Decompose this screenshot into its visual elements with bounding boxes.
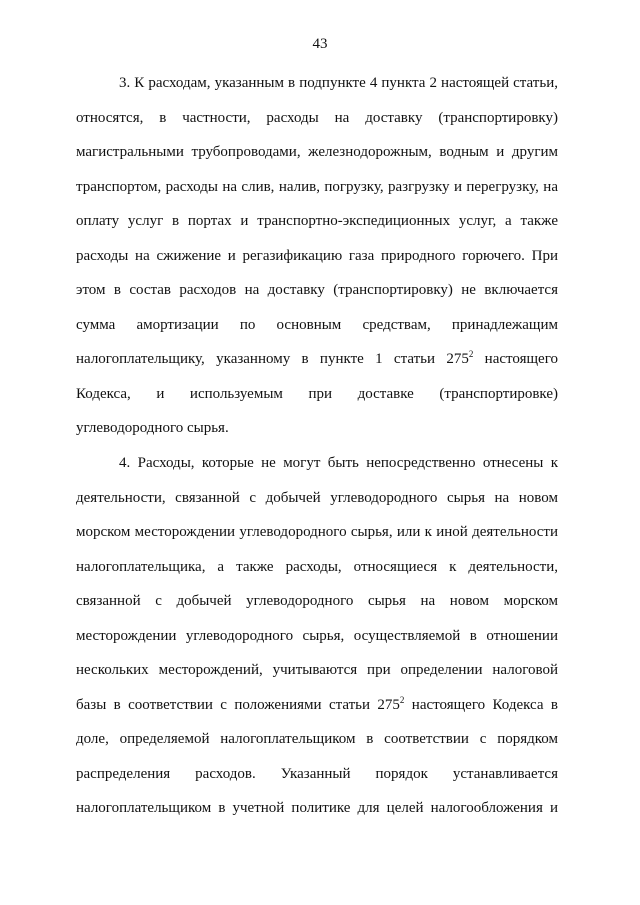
paragraph-3-line-9-text: налогоплательщику, указанному в пункте 1 статьи 275 [76, 351, 469, 367]
paragraph-4-line-3: морском месторождении углеводородного сырья, или к иной деятельности [76, 524, 558, 540]
paragraph-3-line-10: Кодекса, и используемым при доставке (транспортировке) [76, 386, 558, 402]
paragraph-3-line-7: этом в состав расходов на доставку (транспортировку) не включается [76, 282, 558, 298]
paragraph-4-line-7: нескольких месторождений, учитываются при определении налоговой [76, 662, 558, 678]
paragraph-4-line-8 [76, 694, 558, 716]
paragraph-4-line-5: связанной с добычей углеводородного сырья на новом морском [76, 593, 558, 609]
paragraph-4-line-10: распределения расходов. Указанный порядок устанавливается [76, 766, 558, 782]
paragraph-3-line-3: магистральными трубопроводами, железнодорожным, водным и другим [76, 144, 558, 160]
paragraph-3-line-4: транспортом, расходы на слив, налив, погрузку, разгрузку и перегрузку, на [76, 179, 558, 195]
paragraph-4-line-4: налогоплательщика, а также расходы, относящиеся к деятельности, [76, 559, 558, 575]
paragraph-3-line-9 [76, 348, 558, 370]
paragraph-4-line-2: деятельности, связанной с добычей углеводородного сырья на новом [76, 490, 558, 506]
paragraph-3-line-6: расходы на сжижение и регазификацию газа природного горючего. При [76, 248, 558, 264]
paragraph-3-line-9-tail: настоящего [473, 351, 558, 367]
paragraph-3-line-8: сумма амортизации по основным средствам, принадлежащим [76, 317, 558, 333]
paragraph-3-line-1: 3. К расходам, указанным в подпункте 4 пункта 2 настоящей статьи, [119, 75, 558, 91]
paragraph-4-line-1: 4. Расходы, которые не могут быть непосредственно отнесены к [119, 455, 558, 471]
superscript: 2 [399, 695, 405, 705]
paragraph-3-line-2: относятся, в частности, расходы на доставку (транспортировку) [76, 110, 558, 126]
paragraph-4-line-8-tail: настоящего Кодекса в [404, 697, 558, 713]
paragraph-4-line-6: месторождении углеводородного сырья, осуществляемой в отношении [76, 628, 558, 644]
page-number: 43 [312, 36, 328, 52]
paragraph-3-line-5: оплату услуг в портах и транспортно-экспедиционных услуг, а также [76, 213, 558, 229]
paragraph-4-line-11: налогоплательщиком в учетной политике для целей налогообложения и [76, 800, 558, 816]
paragraph-3-line-11: углеводородного сырья. [76, 420, 229, 436]
paragraph-4-line-9: доле, определяемой налогоплательщиком в соответствии с порядком [76, 731, 558, 747]
paragraph-4-line-8-text: базы в соответствии с положениями статьи 275 [76, 697, 400, 713]
superscript: 2 [468, 349, 474, 359]
